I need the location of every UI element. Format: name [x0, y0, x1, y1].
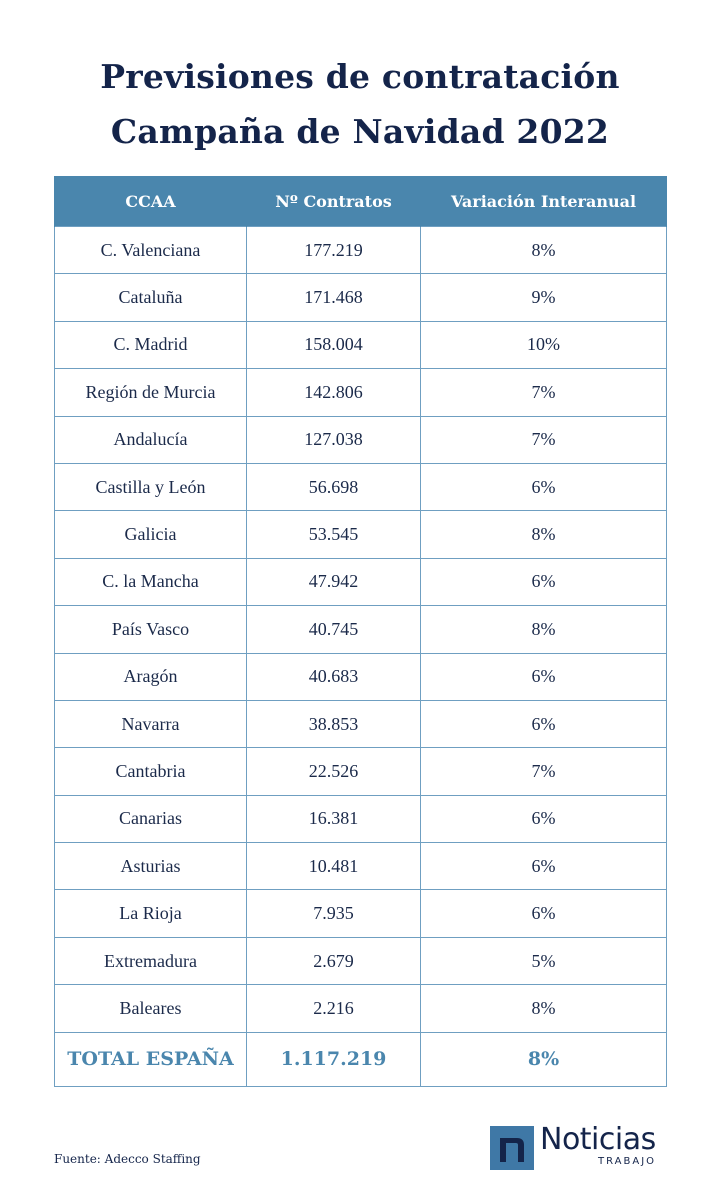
table-row [55, 937, 667, 984]
table-row [55, 700, 667, 747]
cell-contracts: 10.481 [247, 843, 421, 890]
cell-contracts: 2.216 [247, 985, 421, 1032]
cell-region: Región de Murcia [55, 369, 247, 416]
cell-region: Extremadura [55, 937, 247, 984]
table-row [55, 890, 667, 937]
cell-variation: 8% [421, 227, 667, 274]
cell-region: Cataluña [55, 274, 247, 321]
cell-region: Aragón [55, 653, 247, 700]
cell-region: Castilla y León [55, 463, 247, 510]
cell-contracts: 40.745 [247, 606, 421, 653]
cell-contracts: 2.679 [247, 937, 421, 984]
table-row [55, 795, 667, 842]
cell-contracts: 7.935 [247, 890, 421, 937]
cell-region: C. Valenciana [55, 227, 247, 274]
table-row [55, 463, 667, 510]
cell-region: Baleares [55, 985, 247, 1032]
cell-contracts: 53.545 [247, 511, 421, 558]
cell-variation: 10% [421, 321, 667, 368]
cell-region: Navarra [55, 700, 247, 747]
cell-region: País Vasco [55, 606, 247, 653]
cell-contracts: 177.219 [247, 227, 421, 274]
cell-contracts: 56.698 [247, 463, 421, 510]
cell-variation: 7% [421, 369, 667, 416]
cell-contracts: 142.806 [247, 369, 421, 416]
table-row [55, 369, 667, 416]
cell-contracts: 38.853 [247, 700, 421, 747]
table-row [55, 511, 667, 558]
logo-name: Noticias [540, 1122, 656, 1157]
cell-variation: 6% [421, 653, 667, 700]
table-header-row [55, 176, 667, 227]
total-label: TOTAL ESPAÑA [55, 1032, 247, 1086]
cell-contracts: 47.942 [247, 558, 421, 605]
cell-region: C. Madrid [55, 321, 247, 368]
cell-variation: 7% [421, 416, 667, 463]
cell-region: Cantabria [55, 748, 247, 795]
cell-variation: 6% [421, 795, 667, 842]
table-row [55, 558, 667, 605]
cell-variation: 6% [421, 558, 667, 605]
page-title-line-2: Campaña de Navidad 2022 [110, 112, 610, 151]
table-row [55, 985, 667, 1032]
total-variation: 8% [421, 1032, 667, 1086]
table-row [55, 653, 667, 700]
table-row [55, 274, 667, 321]
cell-region: Andalucía [55, 416, 247, 463]
cell-variation: 8% [421, 606, 667, 653]
table-row [55, 843, 667, 890]
cell-region: Canarias [55, 795, 247, 842]
logo-mark-icon [490, 1126, 534, 1170]
column-header-contracts: Nº Contratos [247, 176, 421, 227]
column-header-variation: Variación Interanual [421, 176, 667, 227]
cell-region: La Rioja [55, 890, 247, 937]
cell-variation: 7% [421, 748, 667, 795]
cell-variation: 8% [421, 985, 667, 1032]
column-header-ccaa: CCAA [55, 176, 247, 227]
total-contracts: 1.117.219 [247, 1032, 421, 1086]
cell-contracts: 22.526 [247, 748, 421, 795]
cell-variation: 8% [421, 511, 667, 558]
cell-contracts: 158.004 [247, 321, 421, 368]
table-row [55, 606, 667, 653]
cell-region: C. la Mancha [55, 558, 247, 605]
table-row [55, 227, 667, 274]
cell-variation: 9% [421, 274, 667, 321]
cell-region: Asturias [55, 843, 247, 890]
contracts-table [54, 176, 667, 1087]
cell-variation: 6% [421, 463, 667, 510]
table-total-row [55, 1032, 667, 1086]
cell-contracts: 171.468 [247, 274, 421, 321]
page-title-line-1: Previsiones de contratación [100, 57, 620, 96]
cell-contracts: 127.038 [247, 416, 421, 463]
cell-contracts: 40.683 [247, 653, 421, 700]
table-row [55, 416, 667, 463]
table-row [55, 748, 667, 795]
cell-contracts: 16.381 [247, 795, 421, 842]
noticias-trabajo-logo [490, 1122, 670, 1170]
cell-variation: 6% [421, 700, 667, 747]
cell-region: Galicia [55, 511, 247, 558]
source-note: Fuente: Adecco Staffing [54, 1152, 201, 1166]
cell-variation: 5% [421, 937, 667, 984]
logo-subtitle: TRABAJO [598, 1156, 657, 1167]
cell-variation: 6% [421, 843, 667, 890]
table-row [55, 321, 667, 368]
cell-variation: 6% [421, 890, 667, 937]
